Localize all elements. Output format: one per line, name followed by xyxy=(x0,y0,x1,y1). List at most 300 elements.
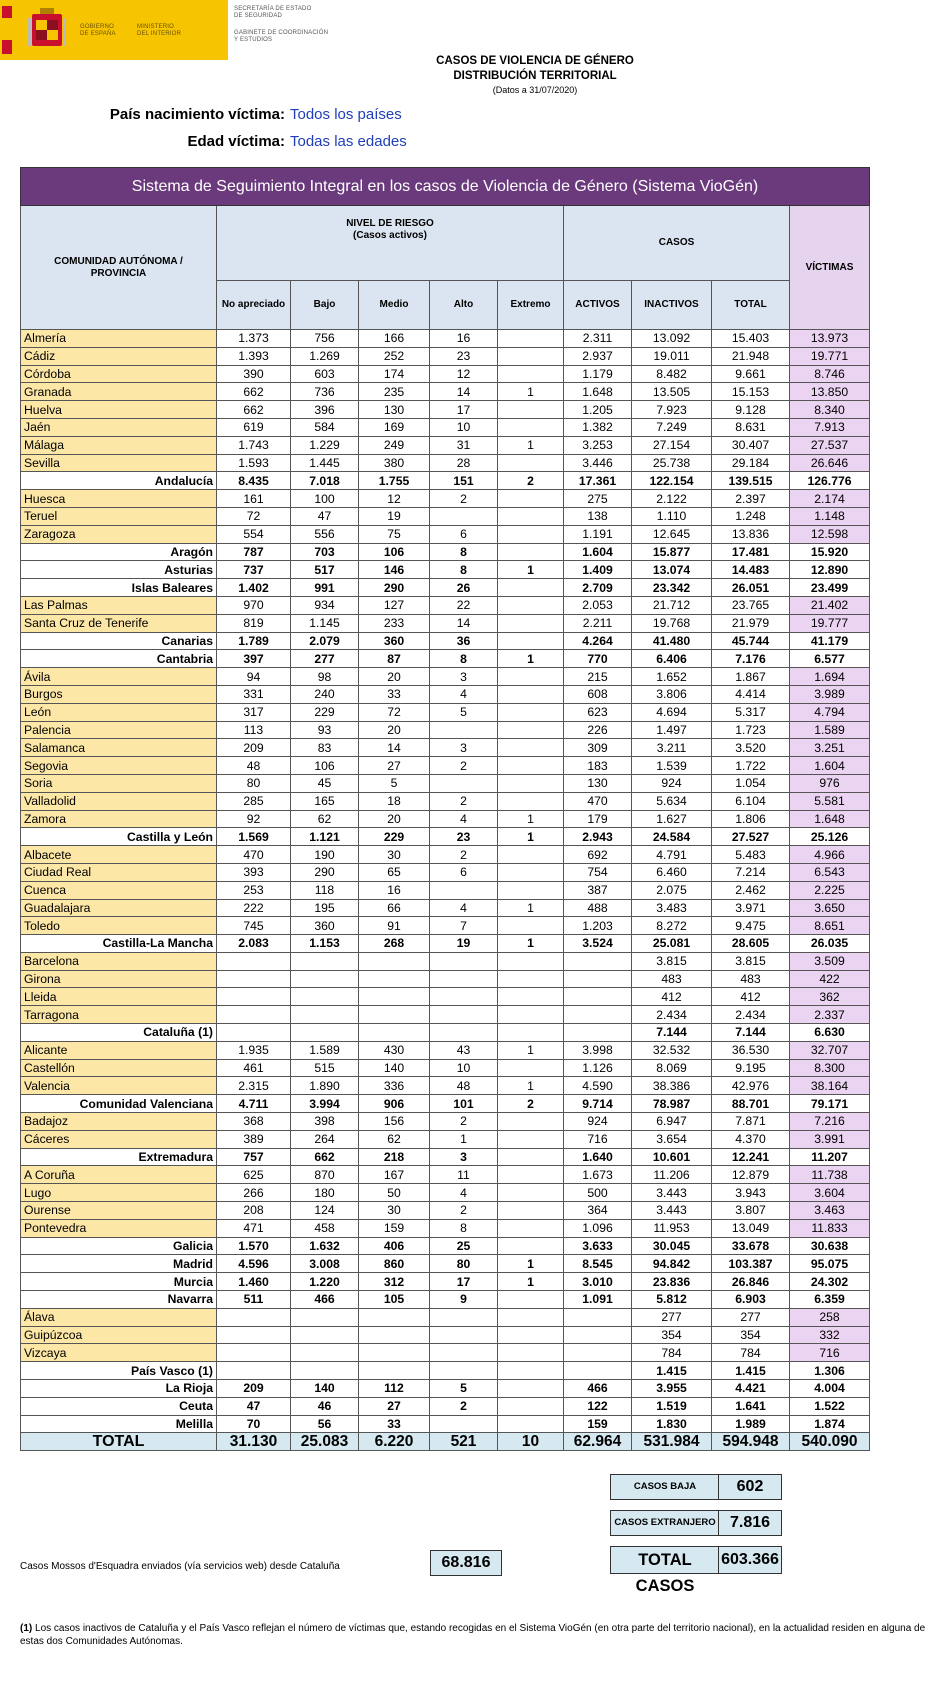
table-cell: 1.054 xyxy=(712,774,790,792)
table-cell: 31 xyxy=(430,436,498,454)
table-cell: 1.373 xyxy=(217,330,291,348)
table-cell: 608 xyxy=(564,685,632,703)
filter-age-label: Edad víctima: xyxy=(187,133,285,150)
community-row xyxy=(21,1415,870,1433)
province-row xyxy=(21,952,870,970)
table-cell xyxy=(564,970,632,988)
table-cell: 33 xyxy=(359,685,430,703)
table-cell: 1.445 xyxy=(291,454,359,472)
table-cell: 113 xyxy=(217,721,291,739)
table-cell: 619 xyxy=(217,418,291,436)
table-cell: 30.638 xyxy=(790,1237,870,1255)
table-cell: 6.903 xyxy=(712,1291,790,1309)
table-cell: 4.694 xyxy=(632,703,712,721)
total-row xyxy=(21,1433,870,1451)
table-cell: 146 xyxy=(359,561,430,579)
table-cell: 1.935 xyxy=(217,1041,291,1059)
table-cell: 50 xyxy=(359,1184,430,1202)
table-cell xyxy=(359,952,430,970)
region-name: Vizcaya xyxy=(21,1344,217,1362)
table-cell: 20 xyxy=(359,810,430,828)
table-cell: 6.630 xyxy=(790,1024,870,1042)
table-cell: 18 xyxy=(359,792,430,810)
table-cell: 209 xyxy=(217,739,291,757)
region-name: Tarragona xyxy=(21,1006,217,1024)
region-name: Segovia xyxy=(21,757,217,775)
table-cell xyxy=(498,1166,564,1184)
total-cell: 25.083 xyxy=(291,1433,359,1451)
table-cell: 2 xyxy=(430,1397,498,1415)
table-cell: 36.530 xyxy=(712,1041,790,1059)
table-cell: 1 xyxy=(498,383,564,401)
table-cell: 13.850 xyxy=(790,383,870,401)
region-name: Zamora xyxy=(21,810,217,828)
table-cell: 3.650 xyxy=(790,899,870,917)
table-cell: 2.079 xyxy=(291,632,359,650)
table-cell: 1 xyxy=(498,828,564,846)
total-cell: 62.964 xyxy=(564,1433,632,1451)
region-name: Valladolid xyxy=(21,792,217,810)
viogen-table xyxy=(20,167,870,1451)
table-cell: 45.744 xyxy=(712,632,790,650)
table-cell: 249 xyxy=(359,436,430,454)
community-row xyxy=(21,828,870,846)
table-cell: 290 xyxy=(291,863,359,881)
table-cell: 784 xyxy=(712,1344,790,1362)
table-cell: 1.589 xyxy=(790,721,870,739)
table-cell: 140 xyxy=(359,1059,430,1077)
table-cell: 11.206 xyxy=(632,1166,712,1184)
table-cell: 1.589 xyxy=(291,1041,359,1059)
table-cell: 229 xyxy=(291,703,359,721)
table-cell: 29.184 xyxy=(712,454,790,472)
table-cell: 1.415 xyxy=(632,1362,712,1380)
table-cell xyxy=(430,507,498,525)
subheader-col: No apreciado xyxy=(217,281,291,330)
region-name: Palencia xyxy=(21,721,217,739)
table-title: Sistema de Seguimiento Integral en los casos de Violencia de Género (Sistema VioGén) xyxy=(21,168,870,206)
table-cell xyxy=(217,1362,291,1380)
table-cell: 26.846 xyxy=(712,1273,790,1291)
table-cell xyxy=(291,1024,359,1042)
table-cell: 13.074 xyxy=(632,561,712,579)
table-cell: 8.651 xyxy=(790,917,870,935)
table-cell xyxy=(498,579,564,597)
region-name: Córdoba xyxy=(21,365,217,383)
table-cell: 1 xyxy=(430,1130,498,1148)
table-cell: 16 xyxy=(359,881,430,899)
table-cell xyxy=(498,1184,564,1202)
table-cell xyxy=(430,1326,498,1344)
casos-baja-label: CASOS BAJA xyxy=(610,1474,720,1500)
table-cell: 3.943 xyxy=(712,1184,790,1202)
table-cell: 12 xyxy=(430,365,498,383)
table-cell: 14.483 xyxy=(712,561,790,579)
report-title: CASOS DE VIOLENCIA DE GÉNERO xyxy=(436,55,634,67)
province-row xyxy=(21,1219,870,1237)
table-cell: 166 xyxy=(359,330,430,348)
table-cell: 354 xyxy=(712,1326,790,1344)
table-cell xyxy=(498,952,564,970)
table-cell: 72 xyxy=(217,507,291,525)
filter-country-value[interactable]: Todos los países xyxy=(290,106,402,123)
table-cell: 390 xyxy=(217,365,291,383)
table-cell: 21.712 xyxy=(632,596,712,614)
table-cell: 470 xyxy=(564,792,632,810)
table-cell: 1.789 xyxy=(217,632,291,650)
table-cell xyxy=(498,1059,564,1077)
community-row xyxy=(21,1273,870,1291)
table-cell: 1.191 xyxy=(564,525,632,543)
total-cell: 31.130 xyxy=(217,1433,291,1451)
community-row xyxy=(21,650,870,668)
table-cell: 179 xyxy=(564,810,632,828)
table-cell: 934 xyxy=(291,596,359,614)
table-cell: 4.370 xyxy=(712,1130,790,1148)
community-row xyxy=(21,1362,870,1380)
table-cell: 5.812 xyxy=(632,1291,712,1309)
region-name: Barcelona xyxy=(21,952,217,970)
coat-of-arms-icon xyxy=(28,8,66,52)
province-row xyxy=(21,792,870,810)
table-cell xyxy=(430,1362,498,1380)
table-cell: 11.953 xyxy=(632,1219,712,1237)
table-cell: 165 xyxy=(291,792,359,810)
table-cell xyxy=(498,596,564,614)
table-cell: 976 xyxy=(790,774,870,792)
table-cell: 1.229 xyxy=(291,436,359,454)
region-name: Navarra xyxy=(21,1291,217,1309)
table-cell: 860 xyxy=(359,1255,430,1273)
table-cell xyxy=(498,792,564,810)
table-cell: 924 xyxy=(632,774,712,792)
table-cell xyxy=(430,1415,498,1433)
province-row xyxy=(21,1113,870,1131)
table-cell: 970 xyxy=(217,596,291,614)
table-cell: 118 xyxy=(291,881,359,899)
table-cell: 215 xyxy=(564,668,632,686)
region-name: Alicante xyxy=(21,1041,217,1059)
region-name: Cáceres xyxy=(21,1130,217,1148)
community-row xyxy=(21,1380,870,1398)
province-row xyxy=(21,810,870,828)
table-cell: 4.264 xyxy=(564,632,632,650)
footnote xyxy=(20,1622,930,1648)
table-cell: 240 xyxy=(291,685,359,703)
table-cell: 17 xyxy=(430,401,498,419)
table-cell: 2.315 xyxy=(217,1077,291,1095)
table-cell: 466 xyxy=(564,1380,632,1398)
table-cell: 389 xyxy=(217,1130,291,1148)
province-row xyxy=(21,401,870,419)
table-cell xyxy=(564,1006,632,1024)
region-name: Cantabria xyxy=(21,650,217,668)
table-cell: 924 xyxy=(564,1113,632,1131)
table-cell: 70 xyxy=(217,1415,291,1433)
table-cell: 1.110 xyxy=(632,507,712,525)
table-cell: 3.211 xyxy=(632,739,712,757)
region-name: León xyxy=(21,703,217,721)
table-cell: 80 xyxy=(217,774,291,792)
community-row xyxy=(21,472,870,490)
table-cell: 471 xyxy=(217,1219,291,1237)
table-cell: 36 xyxy=(430,632,498,650)
region-name: Castilla y León xyxy=(21,828,217,846)
footnote-text: Los casos inactivos de Cataluña y el País Vasco reflejan el número de víctimas que, estando recogidas en el Sistema VioGén (en otra parte del territorio nacional), en la actualidad residen en alguna de estas dos Comunidades Autónomas. xyxy=(20,1623,926,1647)
region-name: Madrid xyxy=(21,1255,217,1273)
table-cell: 4.421 xyxy=(712,1380,790,1398)
table-cell: 87 xyxy=(359,650,430,668)
table-cell: 159 xyxy=(359,1219,430,1237)
table-cell: 770 xyxy=(564,650,632,668)
total-cell: 521 xyxy=(430,1433,498,1451)
table-cell xyxy=(498,1415,564,1433)
table-cell: 112 xyxy=(359,1380,430,1398)
table-cell: 8.272 xyxy=(632,917,712,935)
table-cell: 12.890 xyxy=(790,561,870,579)
table-cell: 1.121 xyxy=(291,828,359,846)
table-cell xyxy=(498,632,564,650)
table-cell: 17.361 xyxy=(564,472,632,490)
table-cell: 195 xyxy=(291,899,359,917)
region-name: Guadalajara xyxy=(21,899,217,917)
table-cell: 226 xyxy=(564,721,632,739)
table-cell: 27.154 xyxy=(632,436,712,454)
table-cell xyxy=(498,1380,564,1398)
table-cell: 1 xyxy=(498,935,564,953)
table-cell: 4.711 xyxy=(217,1095,291,1113)
table-cell: 511 xyxy=(217,1291,291,1309)
total-cell: 10 xyxy=(498,1433,564,1451)
header-victims: VÍCTIMAS xyxy=(790,206,870,330)
table-cell: 3.971 xyxy=(712,899,790,917)
filter-age-value[interactable]: Todas las edades xyxy=(290,133,407,150)
region-name: Almería xyxy=(21,330,217,348)
table-cell: 603 xyxy=(291,365,359,383)
table-cell: 703 xyxy=(291,543,359,561)
table-cell: 9.475 xyxy=(712,917,790,935)
table-cell: 2.462 xyxy=(712,881,790,899)
table-cell: 3 xyxy=(430,1148,498,1166)
table-cell: 422 xyxy=(790,970,870,988)
table-cell: 1 xyxy=(498,899,564,917)
region-name: Melilla xyxy=(21,1415,217,1433)
table-cell xyxy=(564,1362,632,1380)
table-cell: 1 xyxy=(498,561,564,579)
province-row xyxy=(21,774,870,792)
province-row xyxy=(21,1344,870,1362)
table-cell: 1.205 xyxy=(564,401,632,419)
table-cell: 15.920 xyxy=(790,543,870,561)
province-row xyxy=(21,721,870,739)
region-name: Lleida xyxy=(21,988,217,1006)
table-cell xyxy=(498,721,564,739)
table-cell: 139.515 xyxy=(712,472,790,490)
region-name: Extremadura xyxy=(21,1148,217,1166)
table-cell: 3.251 xyxy=(790,739,870,757)
casos-extranjero-label: CASOS EXTRANJERO xyxy=(610,1510,720,1536)
table-cell: 161 xyxy=(217,490,291,508)
table-cell: 3.509 xyxy=(790,952,870,970)
table-cell: 94.842 xyxy=(632,1255,712,1273)
table-cell: 736 xyxy=(291,383,359,401)
table-cell: 23.765 xyxy=(712,596,790,614)
community-row xyxy=(21,1255,870,1273)
table-cell: 26.035 xyxy=(790,935,870,953)
table-cell: 716 xyxy=(790,1344,870,1362)
subheader-col: TOTAL xyxy=(712,281,790,330)
table-cell: 870 xyxy=(291,1166,359,1184)
table-cell: 354 xyxy=(632,1326,712,1344)
report-date: (Datos a 31/07/2020) xyxy=(492,85,578,95)
table-cell xyxy=(291,1344,359,1362)
table-cell xyxy=(498,846,564,864)
table-cell: 43 xyxy=(430,1041,498,1059)
table-cell: 12 xyxy=(359,490,430,508)
table-cell: 9.128 xyxy=(712,401,790,419)
table-cell: 11.833 xyxy=(790,1219,870,1237)
table-cell: 584 xyxy=(291,418,359,436)
table-cell: 41.480 xyxy=(632,632,712,650)
table-cell xyxy=(498,1202,564,1220)
region-name: Castellón xyxy=(21,1059,217,1077)
total-casos-value: 603.366 xyxy=(718,1546,782,1574)
logo-text-ministerio: MINISTERIO DEL INTERIOR xyxy=(137,24,182,37)
table-cell xyxy=(498,1362,564,1380)
table-cell xyxy=(217,1344,291,1362)
table-cell: 3.604 xyxy=(790,1184,870,1202)
table-cell xyxy=(498,490,564,508)
table-cell xyxy=(217,1326,291,1344)
province-row xyxy=(21,1184,870,1202)
table-cell: 991 xyxy=(291,579,359,597)
table-cell: 1.306 xyxy=(790,1362,870,1380)
table-cell: 235 xyxy=(359,383,430,401)
table-cell: 8.631 xyxy=(712,418,790,436)
table-cell: 6.104 xyxy=(712,792,790,810)
table-cell: 692 xyxy=(564,846,632,864)
table-cell: 336 xyxy=(359,1077,430,1095)
table-cell: 33.678 xyxy=(712,1237,790,1255)
table-cell xyxy=(291,1362,359,1380)
table-cell: 12.241 xyxy=(712,1148,790,1166)
table-cell: 1 xyxy=(498,810,564,828)
table-cell: 488 xyxy=(564,899,632,917)
table-cell: 12.645 xyxy=(632,525,712,543)
table-cell: 7.923 xyxy=(632,401,712,419)
table-cell: 1.220 xyxy=(291,1273,359,1291)
table-cell: 3.524 xyxy=(564,935,632,953)
table-cell: 2 xyxy=(430,846,498,864)
table-cell: 9.714 xyxy=(564,1095,632,1113)
table-cell xyxy=(498,1308,564,1326)
table-cell: 103.387 xyxy=(712,1255,790,1273)
table-cell: 784 xyxy=(632,1344,712,1362)
province-row xyxy=(21,899,870,917)
community-row xyxy=(21,1024,870,1042)
table-cell: 1.593 xyxy=(217,454,291,472)
table-cell: 48 xyxy=(430,1077,498,1095)
table-cell xyxy=(498,401,564,419)
table-cell: 222 xyxy=(217,899,291,917)
table-cell: 1.652 xyxy=(632,668,712,686)
province-row xyxy=(21,739,870,757)
table-cell: 105 xyxy=(359,1291,430,1309)
region-name: Ourense xyxy=(21,1202,217,1220)
table-cell: 906 xyxy=(359,1095,430,1113)
table-cell: 7.176 xyxy=(712,650,790,668)
table-cell: 8 xyxy=(430,1219,498,1237)
table-cell: 122 xyxy=(564,1397,632,1415)
table-cell: 6.406 xyxy=(632,650,712,668)
table-cell: 8.340 xyxy=(790,401,870,419)
table-cell: 2.225 xyxy=(790,881,870,899)
table-cell: 2.434 xyxy=(712,1006,790,1024)
mossos-label: Casos Mossos d'Esquadra enviados (vía servicios web) desde Cataluña xyxy=(20,1561,340,1572)
logo-text-gabinete: GABINETE DE COORDINACIÓN Y ESTUDIOS xyxy=(234,30,329,43)
region-name: Teruel xyxy=(21,507,217,525)
table-cell: 106 xyxy=(359,543,430,561)
table-cell: 6 xyxy=(430,525,498,543)
table-cell: 662 xyxy=(217,401,291,419)
table-cell xyxy=(291,1308,359,1326)
table-cell: 461 xyxy=(217,1059,291,1077)
region-name: Jaén xyxy=(21,418,217,436)
region-name: Castilla-La Mancha xyxy=(21,935,217,953)
table-cell: 14 xyxy=(430,614,498,632)
table-cell: 3.463 xyxy=(790,1202,870,1220)
table-cell xyxy=(498,917,564,935)
table-cell: 21.948 xyxy=(712,347,790,365)
table-cell: 25.126 xyxy=(790,828,870,846)
table-cell: 5.317 xyxy=(712,703,790,721)
table-cell: 309 xyxy=(564,739,632,757)
table-cell: 218 xyxy=(359,1148,430,1166)
table-cell: 2 xyxy=(430,1113,498,1131)
table-cell xyxy=(291,1006,359,1024)
table-cell: 1.604 xyxy=(790,757,870,775)
table-cell: 26.051 xyxy=(712,579,790,597)
table-cell: 266 xyxy=(217,1184,291,1202)
table-cell: 24.302 xyxy=(790,1273,870,1291)
province-row xyxy=(21,507,870,525)
table-cell: 140 xyxy=(291,1380,359,1398)
table-cell: 25 xyxy=(430,1237,498,1255)
table-cell xyxy=(498,1219,564,1237)
table-cell xyxy=(498,1397,564,1415)
table-cell xyxy=(217,952,291,970)
mossos-value: 68.816 xyxy=(430,1550,502,1576)
table-cell: 1.203 xyxy=(564,917,632,935)
table-cell: 4.596 xyxy=(217,1255,291,1273)
table-cell: 4.794 xyxy=(790,703,870,721)
table-cell: 756 xyxy=(291,330,359,348)
table-cell xyxy=(430,1308,498,1326)
table-cell: 75 xyxy=(359,525,430,543)
table-cell: 4 xyxy=(430,810,498,828)
community-row xyxy=(21,1095,870,1113)
community-row xyxy=(21,561,870,579)
table-cell: 1.460 xyxy=(217,1273,291,1291)
table-cell: 92 xyxy=(217,810,291,828)
table-cell: 3.443 xyxy=(632,1202,712,1220)
table-cell xyxy=(359,970,430,988)
table-cell xyxy=(359,988,430,1006)
table-cell xyxy=(498,685,564,703)
table-cell: 21.402 xyxy=(790,596,870,614)
casos-extranjero-value: 7.816 xyxy=(718,1510,782,1536)
table-cell: 95.075 xyxy=(790,1255,870,1273)
